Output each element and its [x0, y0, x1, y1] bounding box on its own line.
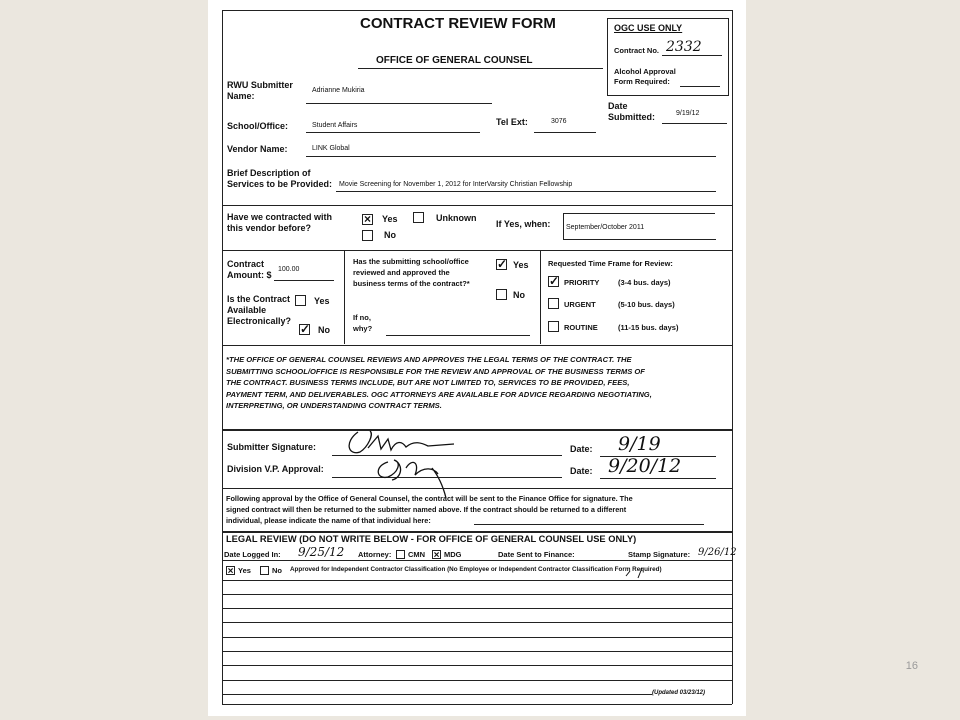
amount-value: 100.00 [278, 266, 300, 273]
tel-ext-label: Tel Ext: [496, 117, 528, 127]
contracted-yes-label: Yes [382, 214, 398, 224]
reviewed-no-label: No [513, 290, 525, 300]
electronic-label-2: Available [227, 305, 267, 315]
electronic-yes-label: Yes [314, 296, 330, 306]
attorney-cmn-label: CMN [408, 550, 426, 559]
reviewed-label-2: reviewed and approved the [353, 268, 450, 277]
contracted-no-label: No [384, 230, 396, 240]
contracted-unknown-label: Unknown [436, 213, 477, 223]
submitter-name-value: Adrianne Mukiria [312, 87, 365, 94]
contract-review-form [208, 0, 746, 716]
updated-date-note: (Updated 03/23/12) [652, 690, 706, 696]
submitter-signature-label: Submitter Signature: [227, 442, 317, 452]
classification-no-checkbox[interactable] [260, 566, 269, 575]
amount-label-2: Amount: $ [227, 270, 272, 280]
priority-days: (3-4 bus. days) [618, 278, 671, 287]
ogc-title: OGC USE ONLY [614, 23, 683, 33]
stamp-signature-value: 9/26/12 [698, 547, 737, 558]
description-label-2: Services to be Provided: [227, 179, 333, 189]
following-approval-text: Following approval by the Office of General Counsel, the contract will be sent to the Finance Office for signature. The signed contract will then be returned to the submitter named above. If the contract should be returned to a different individual, please indicate the name of that individual here: [226, 494, 633, 525]
vp-approval-label: Division V.P. Approval: [227, 464, 324, 474]
school-office-label: School/Office: [227, 121, 289, 131]
alcohol-label-2: Form Required: [614, 77, 670, 86]
reviewed-label-3: business terms of the contract?* [353, 279, 470, 288]
classification-no-label: No [272, 566, 282, 575]
classification-yes-label: Yes [238, 566, 251, 575]
school-office-value: Student Affairs [312, 122, 358, 129]
classification-yes-checkbox[interactable]: × [227, 566, 234, 577]
attorney-mdg-label: MDG [444, 550, 462, 559]
contract-number-label: Contract No. [614, 46, 659, 55]
routine-days: (11-15 bus. days) [618, 323, 679, 332]
routine-label: ROUTINE [564, 323, 598, 332]
contracted-before-label-1: Have we contracted with [227, 212, 333, 222]
ogc-notice: *THE OFFICE OF GENERAL COUNSEL REVIEWS AND APPROVES THE LEGAL TERMS OF THE CONTRACT. THE SUBMITTING SCHOOL/OFFICE IS RESPONSIBLE FOR THE REVIEW AND APPROVAL OF THE BUSINESS TERMS OF THE CONTRACT. BUSINESS TERMS INCLUDE, BUT ARE NOT LIMITED TO, SERVICES TO BE PROVIDED, FEES, PAYMENT TERM, AND DELIVERABLES. OGC ATTORNEYS ARE AVAILABLE FOR ADVICE REGARDING NEGOTIATING, INTERPRETING, OR UNDERSTANDING CONTRACT TERMS. [226, 355, 652, 410]
description-label-1: Brief Description of [227, 168, 311, 178]
date-sent-finance-label: Date Sent to Finance: [498, 550, 575, 559]
time-frame-title: Requested Time Frame for Review: [548, 259, 673, 268]
vendor-name-label: Vendor Name: [227, 144, 288, 154]
amount-label-1: Contract [227, 259, 265, 269]
description-value: Movie Screening for November 1, 2012 for InterVarsity Christian Fellowship [339, 181, 573, 188]
attorney-cmn-checkbox[interactable] [396, 550, 405, 559]
tel-ext-value: 3076 [551, 118, 567, 125]
urgent-days: (5-10 bus. days) [618, 300, 675, 309]
electronic-label-1: Is the Contract [227, 294, 291, 304]
if-no-label-1: If no, [353, 313, 371, 322]
contracted-yes-checkbox[interactable]: × [363, 212, 371, 226]
if-yes-when-label: If Yes, when: [496, 219, 551, 229]
urgent-label: URGENT [564, 300, 596, 309]
electronic-no-checkbox[interactable]: ✓ [300, 322, 311, 336]
priority-checkbox[interactable]: ✓ [549, 274, 560, 288]
submitter-label-2: Name: [227, 91, 255, 101]
alcohol-label-1: Alcohol Approval [614, 67, 676, 76]
reviewed-yes-label: Yes [513, 260, 529, 270]
date-submitted-label-2: Submitted: [608, 112, 655, 122]
vp-date-value: 9/20/12 [608, 455, 682, 477]
reviewed-label-1: Has the submitting school/office [353, 257, 469, 266]
stamp-signature-label: Stamp Signature: [628, 550, 691, 559]
classification-approved-text: Approved for Independent Contractor Classification (No Employee or Independent Contractor Classification Form Required) [290, 566, 662, 573]
priority-label: PRIORITY [564, 278, 600, 287]
attorney-label: Attorney: [358, 550, 392, 559]
contracted-before-label-2: this vendor before? [227, 223, 312, 233]
form-title: CONTRACT REVIEW FORM [360, 15, 556, 32]
slide-number: 16 [905, 660, 918, 672]
date-logged-value: 9/25/12 [298, 545, 345, 559]
electronic-label-3: Electronically? [227, 316, 292, 326]
form-subtitle: OFFICE OF GENERAL COUNSEL [376, 55, 533, 66]
submitter-date-value: 9/19 [618, 433, 661, 455]
vp-date-label: Date: [570, 466, 593, 476]
date-submitted-label-1: Date [608, 101, 628, 111]
if-yes-when-value: September/October 2011 [566, 224, 645, 231]
date-logged-label: Date Logged In: [224, 550, 281, 559]
legal-review-title: LEGAL REVIEW (DO NOT WRITE BELOW - FOR OFFICE OF GENERAL COUNSEL USE ONLY) [226, 534, 637, 544]
reviewed-yes-checkbox[interactable]: ✓ [497, 257, 508, 271]
contract-number-value: 2332 [666, 39, 702, 55]
vendor-name-value: LINK Global [312, 145, 350, 152]
if-no-label-2: why? [353, 324, 373, 333]
date-submitted-value: 9/19/12 [676, 110, 700, 117]
attorney-mdg-checkbox[interactable]: × [433, 550, 440, 561]
electronic-no-label: No [318, 325, 330, 335]
submitter-date-label: Date: [570, 444, 593, 454]
submitter-label-1: RWU Submitter [227, 80, 293, 90]
